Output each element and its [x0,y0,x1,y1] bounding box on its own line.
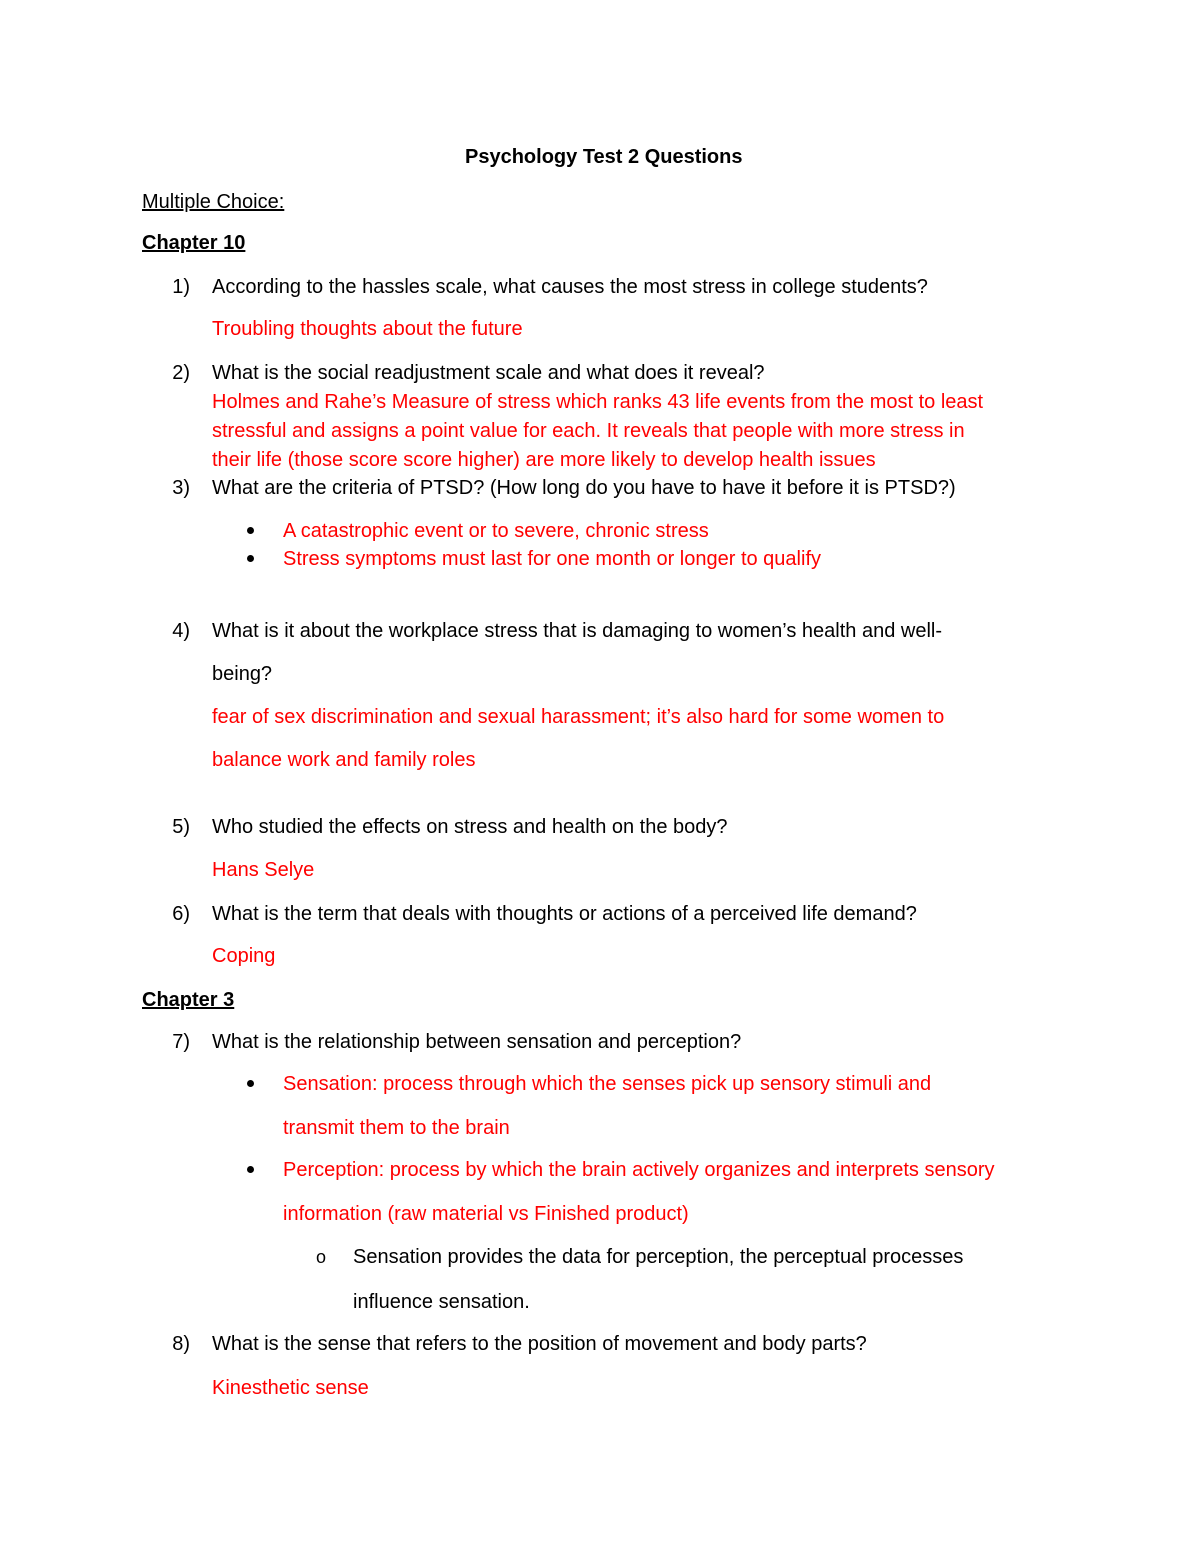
question-number: 4) [172,620,190,642]
answer-text: Holmes and Rahe’s Measure of stress which ranks 43 life events from the most to least [212,391,984,413]
sub-bullet-text: influence sensation. [353,1291,530,1313]
answer-text: balance work and family roles [212,749,476,771]
answer-text: Troubling thoughts about the future [212,318,523,340]
question-text: What is the term that deals with thoughts or actions of a perceived life demand? [212,903,917,925]
answer-text: Kinesthetic sense [212,1377,369,1399]
question-number: 2) [172,362,190,384]
question-text: What is the social readjustment scale and what does it reveal? [212,362,765,384]
section-heading: Multiple Choice: [142,191,285,213]
bullet-icon [247,1080,254,1087]
question-number: 1) [172,276,190,298]
answer-text: Coping [212,945,276,967]
question-number: 7) [172,1031,190,1053]
answer-text: stressful and assigns a point value for each. It reveals that people with more stress in [212,420,965,442]
question-text: Who studied the effects on stress and health on the body? [212,816,728,838]
answer-text: fear of sex discrimination and sexual harassment; it’s also hard for some women to [212,706,945,728]
answer-bullet: Stress symptoms must last for one month or longer to qualify [283,548,821,570]
question-text: What is it about the workplace stress that is damaging to women’s health and well- [212,620,942,642]
answer-bullet: information (raw material vs Finished product) [283,1203,689,1225]
question-number: 6) [172,903,190,925]
question-number: 5) [172,816,190,838]
answer-bullet: transmit them to the brain [283,1117,510,1139]
question-number: 3) [172,477,190,499]
question-text: According to the hassles scale, what causes the most stress in college students? [212,276,928,298]
answer-text: their life (those score score higher) are more likely to develop health issues [212,449,876,471]
question-text: What is the relationship between sensation and perception? [212,1031,742,1053]
question-text: being? [212,663,273,685]
question-text: What is the sense that refers to the position of movement and body parts? [212,1333,867,1355]
page-title: Psychology Test 2 Questions [465,146,743,168]
chapter-heading: Chapter 10 [142,232,246,254]
bullet-icon [247,555,254,562]
bullet-icon [247,1166,254,1173]
chapter-heading: Chapter 3 [142,989,235,1011]
sub-bullet-icon: o [316,1247,327,1267]
bullet-icon [247,527,254,534]
sub-bullet-text: Sensation provides the data for perception, the perceptual processes [353,1246,964,1268]
answer-bullet: Sensation: process through which the senses pick up sensory stimuli and [283,1073,932,1095]
answer-text: Hans Selye [212,859,315,881]
question-text: What are the criteria of PTSD? (How long do you have to have it before it is PTSD?) [212,477,956,499]
question-number: 8) [172,1333,190,1355]
answer-bullet: A catastrophic event or to severe, chronic stress [283,520,709,542]
answer-bullet: Perception: process by which the brain actively organizes and interprets sensory [283,1159,995,1181]
